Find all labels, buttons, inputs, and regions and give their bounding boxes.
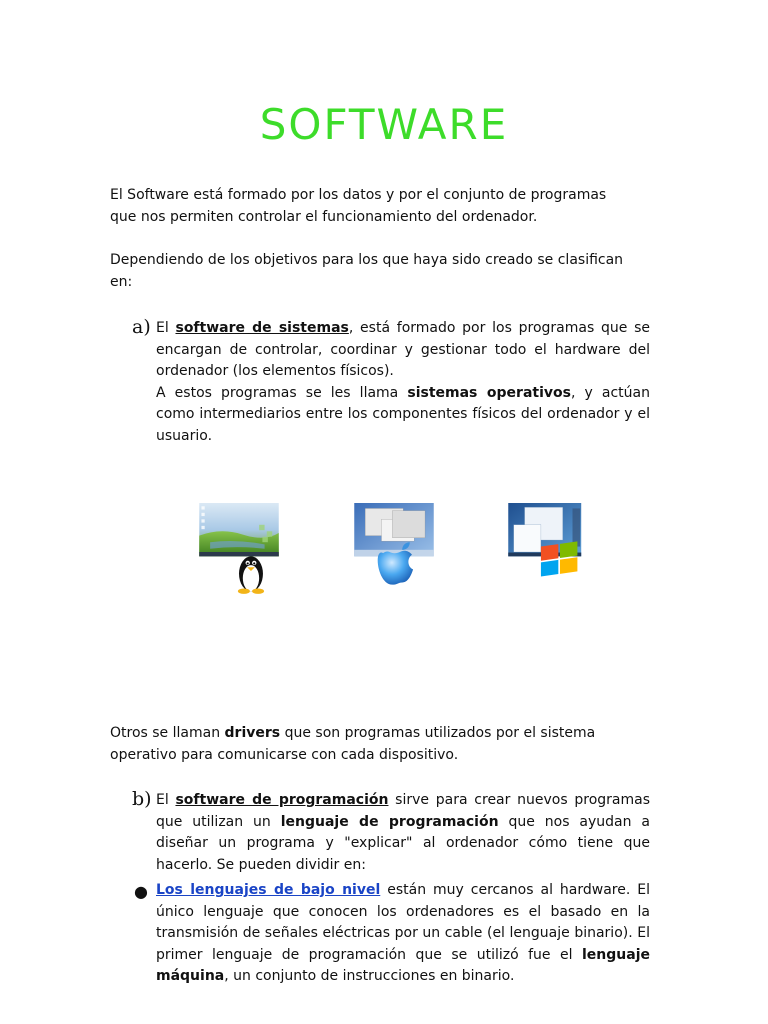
linux-penguin-icon <box>238 556 264 594</box>
programming-language-term: lenguaje de programación <box>280 813 499 830</box>
drivers-paragraph: Otros se llaman drivers que son programas utilizados por el sistema operativo para comunicarse con cada dispositivo. <box>110 725 596 763</box>
programming-software-term: software de programación <box>175 792 389 808</box>
mac-desktop-image <box>321 503 467 601</box>
system-software-term: software de sistemas <box>175 320 349 336</box>
machine-language-term: lenguaje máquina <box>156 946 650 984</box>
linux-desktop-image <box>166 503 312 601</box>
intro-paragraph: El Software está formado por los datos y por el conjunto de programas que nos permiten controlar el funcionamiento del ordenador. <box>110 187 607 225</box>
list-marker-a: a) <box>132 316 151 338</box>
operating-systems-term: sistemas operativos <box>407 384 571 401</box>
programming-software-paragraph: El software de programación sirve para crear nuevos programas que utilizan un lenguaje de programación que nos ayudan a diseñar un programa y "explicar" al ordenador cómo tiene que hacerlo. Se pueden dividir en: <box>156 792 651 873</box>
list-marker-b: b) <box>132 788 152 810</box>
page-title: SOFTWARE <box>259 100 509 149</box>
system-software-paragraph: El software de sistemas, está formado por los programas que se encargan de controlar, coordinar y gestionar todo el hardware del ordenador (los elementos físicos). A estos programas se les llama sistemas operativos, y actúan como intermediarios entre los componentes físicos del ordenador y el usuario. <box>156 320 650 444</box>
windows-desktop-image <box>475 503 621 601</box>
bullet-icon: ● <box>134 882 148 901</box>
classification-paragraph: Dependiendo de los objetivos para los que haya sido creado se clasifican en: <box>110 252 624 290</box>
low-level-languages-paragraph: Los lenguajes de bajo nivel están muy cercanos al hardware. El único lenguaje que conocen los ordenadores es el basado en la transmisión de señales eléctricas por un cable (el lenguaje binario). El primer lenguaje de programación que se utilizó fue el lenguaje máquina, un conjunto de instrucciones en binario. <box>156 882 650 984</box>
low-level-languages-link[interactable]: Los lenguajes de bajo nivel <box>156 882 381 898</box>
drivers-term: drivers <box>224 725 281 741</box>
